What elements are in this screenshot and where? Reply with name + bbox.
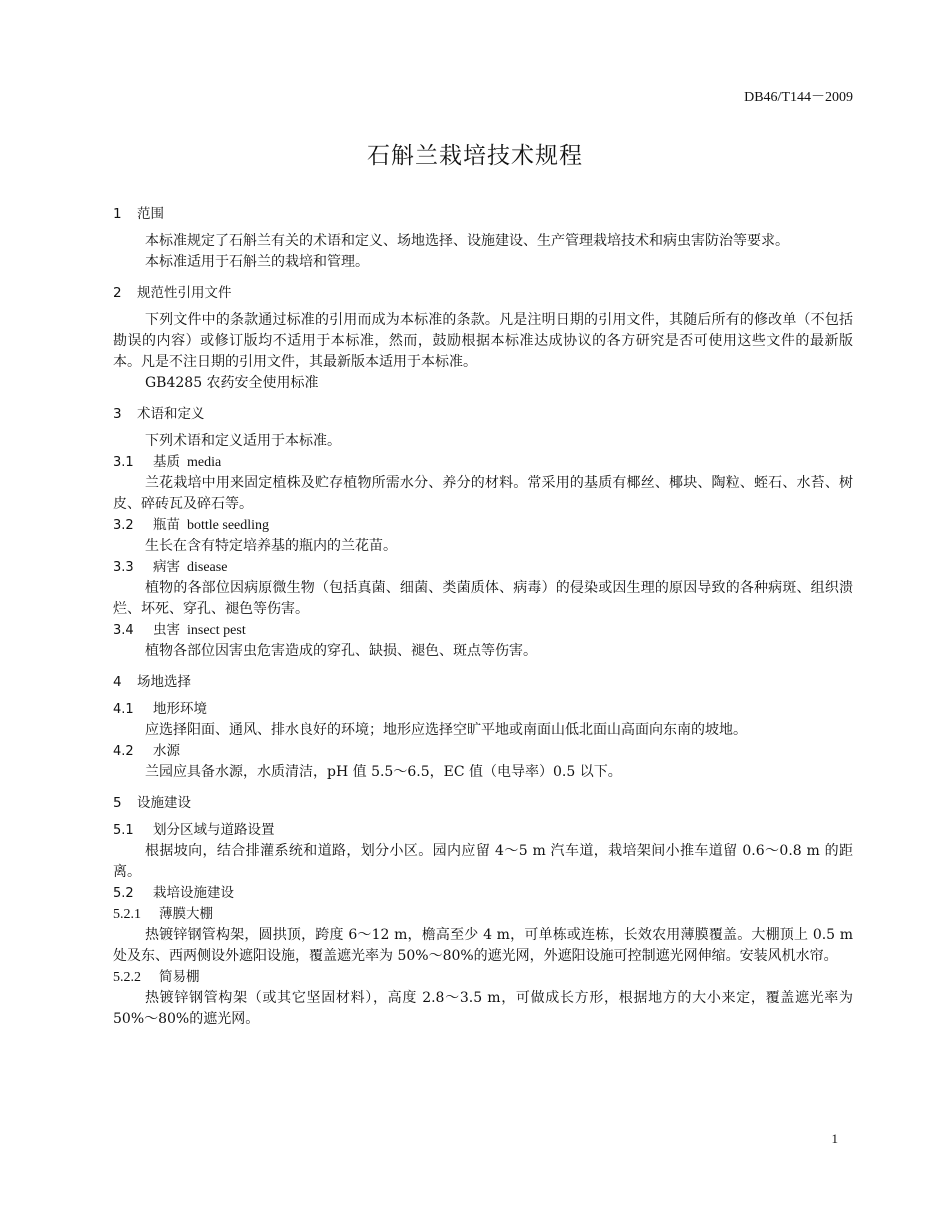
paragraph: 下列术语和定义适用于本标准。 [145, 433, 341, 449]
term-heading [113, 452, 853, 473]
paragraph: 本标准规定了石斛兰有关的术语和定义、场地选择、设施建设、生产管理栽培技术和病虫害防治等要求。 [145, 233, 789, 249]
term-name: 基质 [153, 454, 180, 470]
clause-heading [113, 699, 853, 720]
clause-number: 5.2 [113, 886, 134, 901]
term-name: 病害 [153, 559, 180, 575]
term-english: insect pest [187, 623, 246, 638]
subclause-title: 简易棚 [159, 969, 200, 985]
standard-code: DB46/T144－2009 [744, 90, 853, 105]
subclause-title: 薄膜大棚 [159, 906, 213, 922]
document-body [113, 204, 853, 1030]
section-title: 规范性引用文件 [137, 285, 232, 301]
section-title: 设施建设 [137, 795, 191, 811]
section-number: 1 [113, 206, 122, 222]
clause-heading [113, 820, 853, 841]
section-title: 场地选择 [137, 674, 191, 690]
term-number: 3.2 [113, 518, 134, 533]
term-definition: 兰花栽培中用来固定植株及贮存植物所需水分、养分的材料。常采用的基质有椰丝、椰块、陶粒、蛭石、水苔、树皮、碎砖瓦及碎石等。 [113, 475, 853, 512]
section-number: 2 [113, 285, 122, 301]
subclause-number: 5.2.1 [113, 907, 141, 922]
term-name: 瓶苗 [153, 517, 180, 533]
term-definition: 植物各部位因害虫危害造成的穿孔、缺损、褪色、斑点等伤害。 [145, 643, 537, 659]
clause-number: 5.1 [113, 823, 134, 838]
clause-title: 水源 [153, 743, 180, 759]
term-heading [113, 620, 853, 641]
paragraph: 下列文件中的条款通过标准的引用而成为本标准的条款。凡是注明日期的引用文件，其随后所有的修改单（不包括勘误的内容）或修订版均不适用于本标准，然而，鼓励根据本标准达成协议的各方研究是否可使用这些文件的最新版本。凡是不注日期的引用文件，其最新版本适用于本标准。 [113, 312, 853, 370]
reference-item: GB4285 农药安全使用标准 [145, 375, 319, 391]
section-number: 3 [113, 406, 122, 422]
section-title: 范围 [137, 206, 164, 222]
section-heading-5 [113, 793, 853, 814]
paragraph: 根据坡向，结合排灌系统和道路，划分小区。园内应留 4～5 m 汽车道，栽培架间小推车道留 0.6～0.8 m 的距离。 [113, 843, 853, 880]
subclause-heading [113, 904, 853, 925]
section-heading-4 [113, 672, 853, 693]
clause-title: 划分区域与道路设置 [153, 822, 275, 838]
term-number: 3.3 [113, 560, 134, 575]
term-definition: 植物的各部位因病原微生物（包括真菌、细菌、类菌质体、病毒）的侵染或因生理的原因导致的各种病斑、组织溃烂、坏死、穿孔、褪色等伤害。 [113, 580, 853, 617]
section-heading-2 [113, 283, 853, 304]
paragraph: 热镀锌钢管构架，圆拱顶，跨度 6～12 m，檐高至少 4 m，可单栋或连栋，长效农用薄膜覆盖。大棚顶上 0.5 m 处及东、西两侧设外遮阳设施，覆盖遮光率为 50%～80%的遮光网，外遮阳设施可控制遮光网伸缩。安装风机水帘。 [113, 927, 853, 964]
section-number: 5 [113, 795, 122, 811]
section-heading-3 [113, 404, 853, 425]
section-title: 术语和定义 [137, 406, 205, 422]
clause-title: 地形环境 [153, 701, 207, 717]
subclause-heading [113, 967, 853, 988]
paragraph: 本标准适用于石斛兰的栽培和管理。 [145, 254, 369, 270]
paragraph: 应选择阳面、通风、排水良好的环境；地形应选择空旷平地或南面山低北面山高面向东南的坡地。 [145, 722, 747, 738]
paragraph: 兰园应具备水源，水质清洁，pH 值 5.5～6.5，EC 值（电导率）0.5 以下。 [145, 764, 622, 780]
clause-heading [113, 741, 853, 762]
term-definition: 生长在含有特定培养基的瓶内的兰花苗。 [145, 538, 397, 554]
clause-number: 4.2 [113, 744, 134, 759]
term-english: disease [187, 560, 228, 575]
section-number: 4 [113, 674, 122, 690]
document-title: 石斛兰栽培技术规程 [367, 143, 583, 169]
term-english: media [187, 455, 222, 470]
clause-number: 4.1 [113, 702, 134, 717]
term-name: 虫害 [153, 622, 180, 638]
section-heading-1 [113, 204, 853, 225]
term-number: 3.1 [113, 455, 134, 470]
paragraph: 热镀锌钢管构架（或其它坚固材料），高度 2.8～3.5 m，可做成长方形，根据地方的大小来定，覆盖遮光率为 50%～80%的遮光网。 [113, 990, 853, 1027]
term-heading [113, 557, 853, 578]
subclause-number: 5.2.2 [113, 970, 141, 985]
term-number: 3.4 [113, 623, 134, 638]
page-number: 1 [831, 1131, 838, 1146]
term-english: bottle seedling [187, 518, 270, 533]
term-heading [113, 515, 853, 536]
clause-title: 栽培设施建设 [153, 885, 234, 901]
clause-heading [113, 883, 853, 904]
